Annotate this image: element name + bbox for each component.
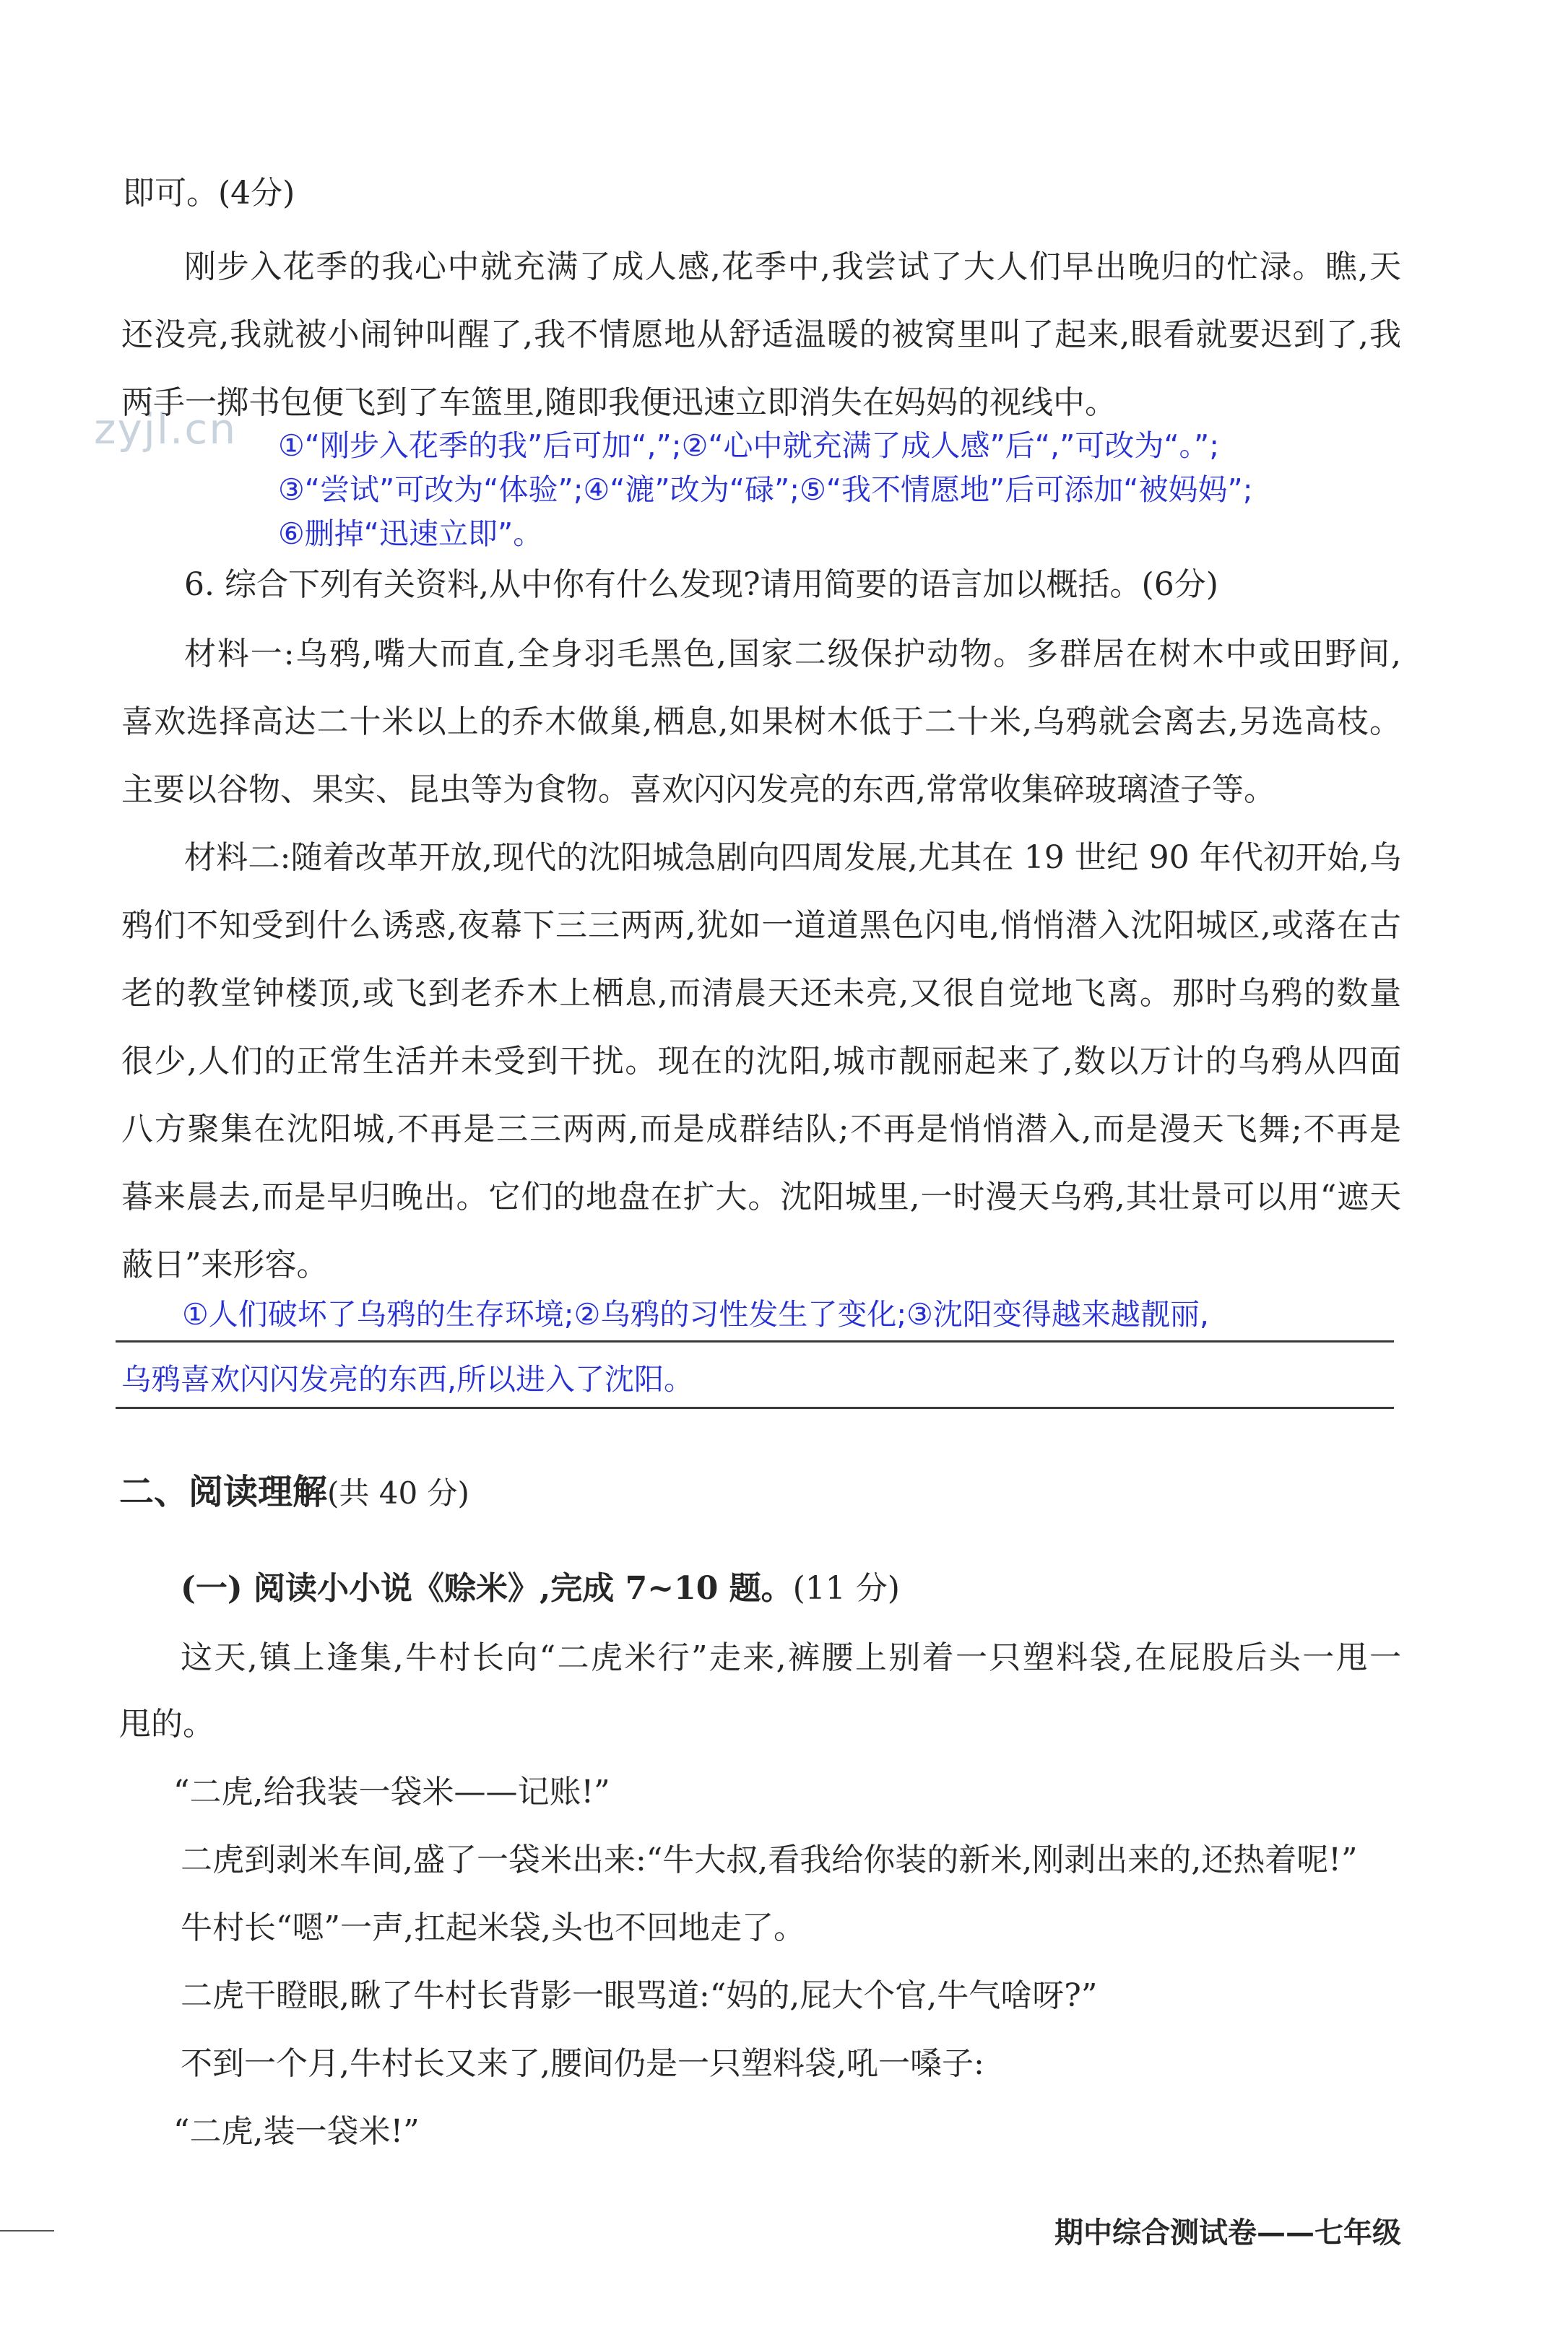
answer-6-line: 乌鸦喜欢闪闪发亮的东西,所以进入了沈阳。 xyxy=(121,1362,694,1397)
material-1-line: 主要以谷物、果实、昆虫等为食物。喜欢闪闪发亮的东西,常常收集碎玻璃渣子等。 xyxy=(121,771,1275,808)
story-line: 二虎到剥米车间,盛了一袋米出来:“牛大叔,看我给你装的新米,刚剥出来的,还热着呢!” xyxy=(181,1842,1358,1878)
story-line: “二虎,给我装一袋米——记账!” xyxy=(173,1774,610,1810)
material-2-line: 老的教堂钟楼顶,或飞到老乔木上栖息,而清晨天还未亮,又很自觉地飞离。那时乌鸦的数量 xyxy=(121,975,1401,1012)
subsection-1-text: (一) 阅读小小说《赊米》,完成 7~10 题。 xyxy=(181,1570,793,1607)
material-1-line: 材料一:乌鸦,嘴大而直,全身羽毛黑色,国家二级保护动物。多群居在树木中或田野间, xyxy=(184,636,1401,672)
material-2-line: 鸦们不知受到什么诱惑,夜幕下三三两两,犹如一道道黑色闪电,悄悄潜入沈阳城区,或落在古 xyxy=(121,907,1401,944)
section-2-score: (共 40 分) xyxy=(327,1475,469,1511)
material-2-line: 很少,人们的正常生活并未受到干扰。现在的沈阳,城市靓丽起来了,数以万计的乌鸦从四面 xyxy=(121,1043,1401,1080)
answer-5-line: ③“尝试”可改为“体验”;④“漉”改为“碌”;⑤“我不情愿地”后可添加“被妈妈”; xyxy=(278,472,1253,507)
story-line: “二虎,装一袋米!” xyxy=(173,2113,420,2150)
answer-6-line: ①人们破坏了乌鸦的生存环境;②乌鸦的习性发生了变化;③沈阳变得越来越靓丽, xyxy=(182,1297,1209,1332)
section-2-title xyxy=(119,1470,469,1515)
passage-line: 还没亮,我就被小闹钟叫醒了,我不情愿地从舒适温暖的被窝里叫了起来,眼看就要迟到了,我 xyxy=(121,316,1401,353)
material-2-line: 材料二:随着改革开放,现代的沈阳城急剧向四周发展,尤其在 19 世纪 90 年代初开始,乌 xyxy=(184,839,1401,876)
material-2-line: 蔽日”来形容。 xyxy=(121,1246,329,1283)
answer-5-line: ①“刚步入花季的我”后可加“,”;②“心中就充满了成人感”后“,”可改为“。”; xyxy=(278,428,1220,463)
question-5-tail: 即可。(4分) xyxy=(123,175,295,212)
section-2-title-text: 二、阅读理解 xyxy=(119,1472,328,1512)
passage-line: 两手一掷书包便飞到了车篮里,随即我便迅速立即消失在妈妈的视线中。 xyxy=(121,384,1117,421)
footer-dash xyxy=(0,2230,54,2232)
story-line: 甩的。 xyxy=(119,1706,215,1743)
story-line: 不到一个月,牛村长又来了,腰间仍是一只塑料袋,吼一嗓子: xyxy=(181,2045,984,2082)
subsection-1-score: (11 分) xyxy=(792,1570,900,1607)
material-1-line: 喜欢选择高达二十米以上的乔木做巢,栖息,如果树木低于二十米,乌鸦就会离去,另选高枝。 xyxy=(121,703,1401,740)
story-line: 这天,镇上逢集,牛村长向“二虎米行”走来,裤腰上别着一只塑料袋,在屁股后头一甩一 xyxy=(181,1639,1401,1676)
passage-line: 刚步入花季的我心中就充满了成人感,花季中,我尝试了大人们早出晚归的忙渌。瞧,天 xyxy=(184,248,1401,285)
footer-title: 期中综合测试卷——七年级 xyxy=(1054,2216,1401,2250)
question-6: 6. 综合下列有关资料,从中你有什么发现?请用简要的语言加以概括。(6分) xyxy=(184,566,1218,603)
story-line: 二虎干瞪眼,瞅了牛村长背影一眼骂道:“妈的,屁大个官,牛气啥呀?” xyxy=(181,1977,1098,2014)
subsection-1-title xyxy=(181,1567,900,1610)
story-line: 牛村长“嗯”一声,扛起米袋,头也不回地走了。 xyxy=(181,1909,805,1946)
material-2-line: 暮来晨去,而是早归晚出。它们的地盘在扩大。沈阳城里,一时漫天乌鸦,其壮景可以用“遮天 xyxy=(121,1179,1401,1215)
answer-5-line: ⑥删掉“迅速立即”。 xyxy=(278,516,543,551)
watermark-logo: zyjl.cn xyxy=(94,404,238,454)
answer-rule xyxy=(116,1340,1394,1343)
material-2-line: 八方聚集在沈阳城,不再是三三两两,而是成群结队;不再是悄悄潜入,而是漫天飞舞;不再是 xyxy=(121,1111,1401,1148)
answer-rule xyxy=(116,1407,1394,1409)
